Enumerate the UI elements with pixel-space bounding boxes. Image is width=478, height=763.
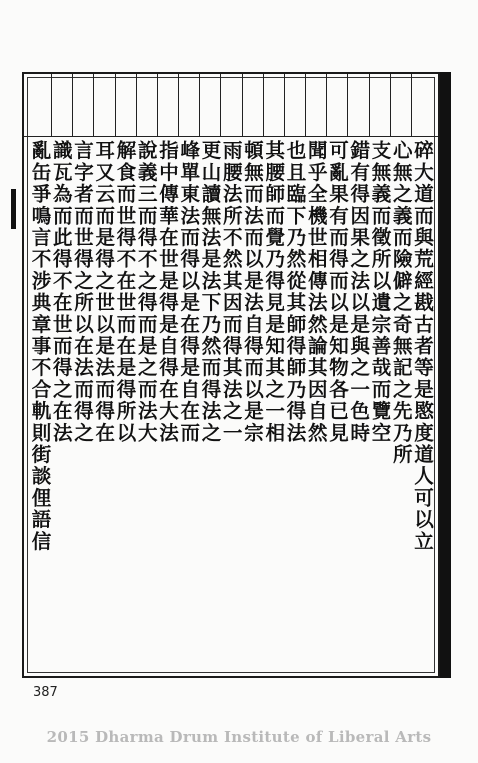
text-column: 亂缶爭鳴言不涉典章事不合軌則街談俚語信 xyxy=(28,140,52,553)
text-column: 言字者而世得之所以在法而得之 xyxy=(71,140,94,444)
header-column-rule xyxy=(390,74,391,136)
text-column: 其腰師而覺乃得見是知其之一相 xyxy=(262,140,286,444)
watermark: 2015 Dharma Drum Institute of Liberal Arts xyxy=(46,728,432,746)
header-column-rule xyxy=(411,74,412,136)
text-column: 指中傳華在世是得是自得在大法 xyxy=(156,140,179,444)
right-edge-border xyxy=(440,72,451,678)
running-head xyxy=(6,189,20,669)
header-column-rule xyxy=(326,74,327,136)
header-column-rule xyxy=(263,74,264,136)
header-strip xyxy=(24,74,438,137)
running-head-bar xyxy=(11,189,16,229)
header-column-rule xyxy=(51,74,52,136)
text-frame xyxy=(22,72,440,678)
text-column: 心無之義而險僻之奇無記之先乃所 xyxy=(389,140,413,466)
text-column: 說義三而得不之得而是之而法大 xyxy=(134,140,158,444)
page-number: 387 xyxy=(33,685,58,700)
text-column: 解食而世得不在世而在是得所以 xyxy=(113,140,137,444)
header-column-rule xyxy=(136,74,137,136)
header-column-rule xyxy=(347,74,348,136)
header-column-rule xyxy=(242,74,243,136)
header-column-rule xyxy=(284,74,285,136)
header-column-rule xyxy=(115,74,116,136)
header-column-rule xyxy=(305,74,306,136)
text-area xyxy=(30,140,432,670)
text-column: 碎大道而與荒經戡古者等是愍度道人可以立 xyxy=(411,140,434,553)
header-column-rule xyxy=(178,74,179,136)
header-column-rule xyxy=(369,74,370,136)
header-column-rule xyxy=(93,74,94,136)
text-column: 峰單東法而得以是在得是自在而 xyxy=(177,140,201,444)
text-column: 錯有得因果之法以是與之一色時 xyxy=(347,140,371,444)
text-column: 耳又云而是得之世以是法而得在 xyxy=(92,140,116,444)
text-column: 識瓦為而此得不在世而得之在法 xyxy=(49,140,73,444)
text-column: 支無義而徵所以遺宗善哉而覽空 xyxy=(368,140,392,444)
text-column: 可亂果有而得而以是知物各已見 xyxy=(326,140,349,444)
text-column: 更山讀無法是法下乃然而得法之 xyxy=(198,140,222,444)
header-column-rule xyxy=(220,74,221,136)
text-column: 雨腰法所不然其因而得其法之一 xyxy=(219,140,243,444)
header-column-rule xyxy=(199,74,200,136)
text-column: 頓無而法而以是法自得而以是宗 xyxy=(241,140,264,444)
text-column: 也且臨下乃然從其師得師乃得法 xyxy=(283,140,307,444)
header-column-rule xyxy=(72,74,73,136)
text-column: 聞乎全機世相傳法然論其因自然 xyxy=(304,140,328,444)
header-column-rule xyxy=(157,74,158,136)
